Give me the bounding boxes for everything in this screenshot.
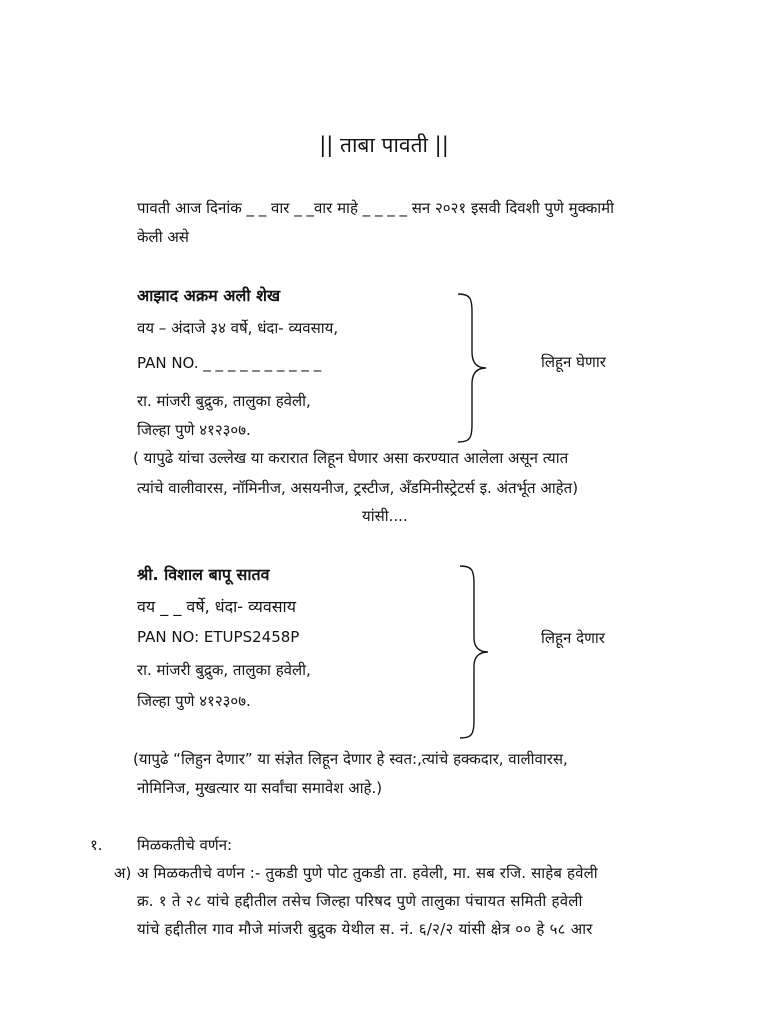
party2-role: लिहून देणार (541, 629, 605, 647)
section1-line-3: यांचे हद्दीतील गाव मौजे मांजरी बुद्रुक येथील स. नं. ६/२/२ यांसी क्षेत्र ०० हे ५८ आर (137, 920, 593, 938)
party2-address-line-1: रा. मांजरी बुद्रुक, तालुका हवेली, (137, 661, 311, 679)
party2-note-line-2: नोमिनिज, मुखत्यार या सर्वांचा समावेश आहे.) (137, 779, 383, 797)
party1-age-occupation: वय – अंदाजे ३४ वर्षे, धंदा- व्यवसाय, (137, 319, 339, 337)
party2-name: श्री. विशाल बापू सातव (137, 565, 270, 584)
party2-age-occupation: वय _ _ वर्षे, धंदा- व्यवसाय (137, 597, 296, 616)
intro-line-2: केली असे (137, 228, 189, 246)
document-title: || ताबा पावती || (319, 133, 449, 157)
party1-note-line-1: ( यापुढे यांचा उल्लेख या करारात लिहून घेणार असा करण्यात आलेला असून त्यात (133, 449, 569, 467)
party1-name: आझाद अक्रम अली शेख (137, 286, 281, 305)
party1-pan: PAN NO. _ _ _ _ _ _ _ _ _ _ (137, 354, 322, 372)
party1-curly-brace (452, 292, 492, 444)
party1-role: लिहून घेणार (541, 353, 606, 371)
party2-curly-brace (454, 564, 494, 740)
section1-number: १. (90, 836, 103, 854)
party1-note-line-2: त्यांचे वालीवारस, नॉमिनीज, असयनीज, ट्रस्टीज, अँडमिनीस्ट्रेटर्स इ. अंतर्भूत आहेत) (137, 479, 579, 497)
section1-heading: मिळकतीचे वर्णन: (137, 836, 233, 854)
section1-sub-label: अ) (114, 864, 132, 882)
party2-note-line-1: (यापुढे “लिहुन देणार” या संज्ञेत लिहून देणार हे स्वत:,त्यांचे हक्कदार, वालीवारस, (133, 750, 568, 768)
intro-line-1: पावती आज दिनांक _ _ वार _ _वार माहे _ _ _ _ सन २०२१ इसवी दिवशी पुणे मुक्कामी (137, 199, 615, 217)
section1-line-1: अ मिळकतीचे वर्णन :- तुकडी पुणे पोट तुकडी ता. हवेली, मा. सब रजि. साहेब हवेली (137, 864, 598, 882)
party1-address-line-1: रा. मांजरी बुद्रुक, तालुका हवेली, (137, 392, 311, 410)
party2-pan: PAN NO: ETUPS2458P (137, 628, 300, 646)
party2-address-line-2: जिल्हा पुणे ४१२३०७. (137, 692, 251, 710)
section1-line-2: क्र. १ ते २८ यांचे हद्दीतील तसेच जिल्हा परिषद पुणे तालुका पंचायत समिती हवेली (137, 892, 583, 910)
connector-text: यांसी.... (362, 507, 408, 525)
party1-address-line-2: जिल्हा पुणे ४१२३०७. (137, 421, 251, 439)
